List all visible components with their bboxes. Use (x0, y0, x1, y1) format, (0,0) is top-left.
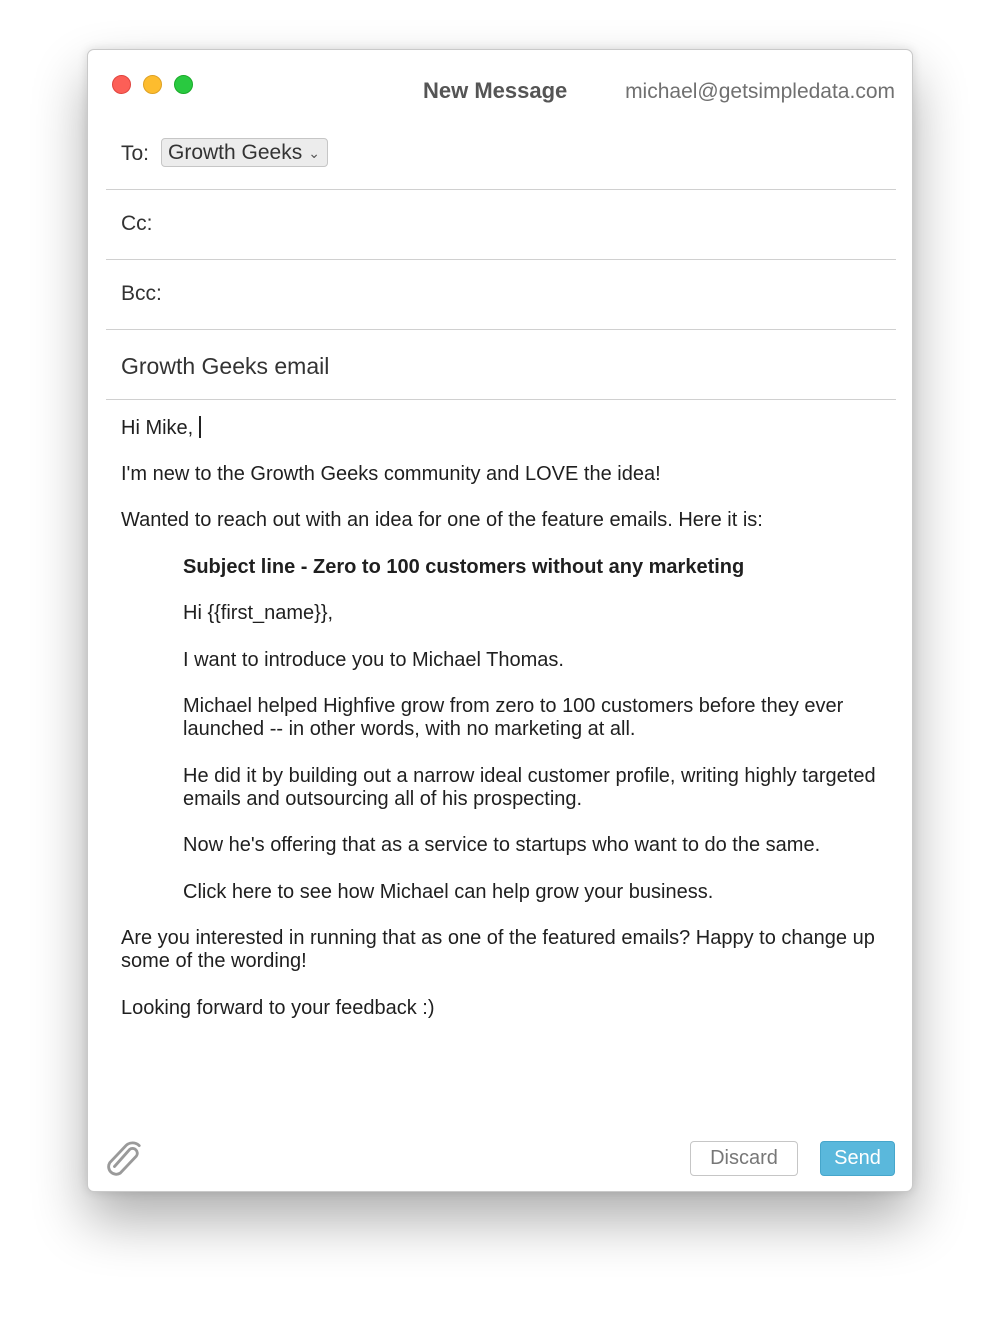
to-label: To: (121, 142, 150, 165)
chevron-down-icon[interactable]: ⌄ (308, 144, 320, 161)
send-button[interactable]: Send (820, 1141, 895, 1176)
compose-window (87, 49, 913, 1192)
subject-input[interactable]: Growth Geeks email (121, 353, 330, 379)
from-account[interactable]: michael@getsimpledata.com (625, 80, 895, 103)
cc-label: Cc: (121, 212, 153, 235)
subject-field[interactable] (106, 330, 896, 400)
body-paragraph-1: I'm new to the Growth Geeks community and LOVE the idea! (121, 463, 661, 485)
bcc-label: Bcc: (121, 282, 162, 305)
greeting-text: Hi Mike, (121, 417, 194, 439)
cc-field[interactable] (106, 190, 896, 260)
bcc-field[interactable] (106, 260, 896, 330)
text-cursor (199, 416, 201, 438)
quoted-greeting: Hi {{first_name}}, (183, 602, 334, 624)
quoted-paragraph-5: Click here to see how Michael can help grow your business. (183, 881, 714, 903)
minimize-window-button[interactable] (143, 75, 162, 94)
recipient-name: Growth Geeks (168, 140, 303, 164)
quoted-paragraph-2: Michael helped Highfive grow from zero to 100 customers before they ever launched -- in other words, with no marketing at all. (183, 695, 844, 740)
close-window-button[interactable] (112, 75, 131, 94)
body-paragraph-2: Wanted to reach out with an idea for one of the feature emails. Here it is: (121, 509, 763, 531)
quoted-paragraph-1: I want to introduce you to Michael Thomas. (183, 649, 564, 671)
quoted-subject-line: Subject line - Zero to 100 customers without any marketing (183, 556, 745, 578)
window-controls (112, 75, 193, 94)
discard-button[interactable]: Discard (690, 1141, 798, 1176)
zoom-window-button[interactable] (174, 75, 193, 94)
recipient-chip[interactable] (161, 138, 328, 167)
quoted-paragraph-4: Now he's offering that as a service to startups who want to do the same. (183, 834, 821, 856)
window-title: New Message (423, 78, 568, 103)
body-paragraph-3: Are you interested in running that as one of the featured emails? Happy to change up some of the wording! (121, 927, 875, 972)
paperclip-icon[interactable] (107, 1140, 147, 1180)
quoted-paragraph-3: He did it by building out a narrow ideal customer profile, writing highly targeted emails and outsourcing all of his prospecting. (183, 765, 876, 810)
greeting-line (121, 416, 901, 440)
body-paragraph-4: Looking forward to your feedback :) (121, 997, 435, 1019)
